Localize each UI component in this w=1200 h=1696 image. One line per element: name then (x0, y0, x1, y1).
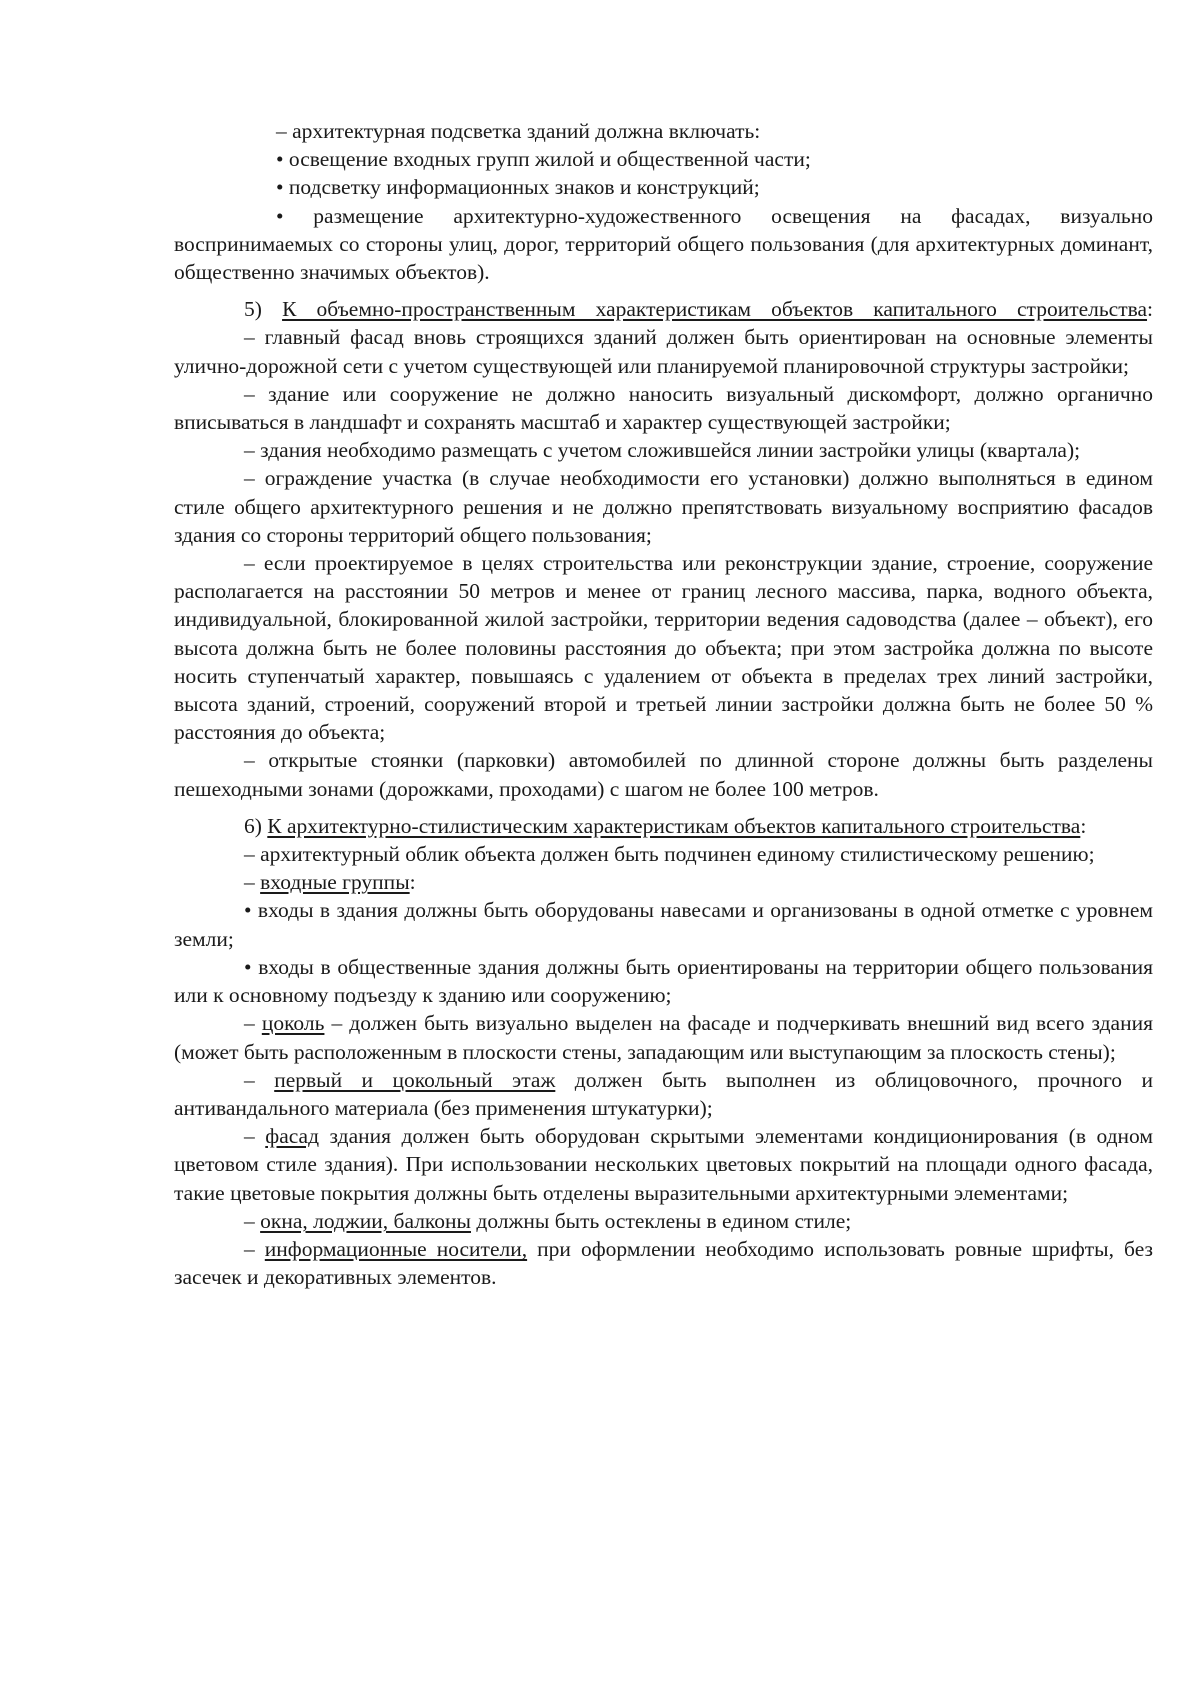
lighting-bullet-facades: • размещение архитектурно-художественного освещения на фасадах, визуально воспринимаемых со стороны улиц, дорог, территорий общего пользования (для архитектурных доминант, общественно значимых объектов). (174, 203, 1153, 285)
section-6-item-plinth (174, 1009, 1153, 1065)
section-6-colon: : (1080, 813, 1087, 838)
plinth-dash: – (244, 1011, 262, 1036)
facade-label: фасад (265, 1124, 320, 1149)
info-dash: – (244, 1236, 265, 1261)
lighting-bullet-signs: • подсветку информационных знаков и конструкций; (276, 175, 760, 200)
entrance-dash: – (244, 870, 261, 895)
entrance-colon: : (409, 870, 416, 895)
floor-label: первый и цокольный этаж (274, 1067, 556, 1092)
floor-text: должен быть выполнен из облицовочного, прочного и антивандального материала (без применения штукатурки); (174, 1067, 1154, 1120)
plinth-label: цоколь (261, 1011, 325, 1036)
section-5-item-3: – здания необходимо размещать с учетом сложившейся линии застройки улицы (квартала); (244, 438, 1081, 463)
document-page (174, 117, 1153, 1291)
lighting-heading: – архитектурная подсветка зданий должна включать: (276, 119, 761, 143)
windows-label: окна, лоджии, балконы (260, 1208, 471, 1233)
section-6-number: 6) (244, 813, 262, 838)
floor-dash: – (244, 1067, 275, 1092)
section-6-item-style: – архитектурный облик объекта должен быть подчинен единому стилистическому решению; (244, 842, 1095, 867)
info-label: информационные носители, (264, 1236, 528, 1261)
section-5-heading (174, 295, 1153, 323)
section-6-item-info (174, 1235, 1153, 1291)
section-5-colon: : (1147, 297, 1154, 322)
entrance-label: входные группы (260, 870, 410, 895)
section-6-heading (174, 812, 1153, 840)
section-5-item-6: – открытые стоянки (парковки) автомобилей по длинной стороне должны быть разделены пешеходными зонами (дорожками, проходами) с шагом не более 100 метров. (174, 748, 1153, 801)
section-6-item-floor (174, 1066, 1153, 1122)
section-6-title: К архитектурно-стилистическим характеристикам объектов капитального строительства (267, 813, 1081, 838)
entrance-bullet-2: • входы в общественные здания должны быть ориентированы на территории общего пользования или к основному подъезду к зданию или сооружению; (174, 954, 1153, 1008)
section-5-item-4: – ограждение участка (в случае необходимости его установки) должно выполняться в едином стиле общего архитектурного решения и не должно препятствовать визуальному восприятию фасадов здания со стороны территорий общего пользования; (174, 466, 1153, 547)
section-5-number: 5) (244, 297, 262, 322)
section-6-item-entrance (174, 868, 1153, 896)
section-6-item-facade (174, 1122, 1153, 1207)
windows-dash: – (244, 1208, 261, 1233)
entrance-bullet-1: • входы в здания должны быть оборудованы навесами и организованы в одной отметке с уровнем земли; (174, 898, 1153, 951)
section-5-title: К объемно-пространственным характеристикам объектов капитального строительства (282, 297, 1148, 322)
facade-dash: – (244, 1124, 266, 1149)
info-text: при оформлении необходимо использовать ровные шрифты, без засечек и декоративных элементов. (174, 1236, 1153, 1290)
lighting-bullet-entrance: • освещение входных групп жилой и общественной части; (276, 147, 811, 172)
section-5-item-2: – здание или сооружение не должно наносить визуальный дискомфорт, должно органично вписываться в ландшафт и сохранять масштаб и характер существующей застройки; (174, 381, 1153, 435)
facade-text: здания должен быть оборудован скрытыми элементами кондиционирования (в одном цветовом стиле здания). При использовании нескольких цветовых покрытий на площади одного фасада, такие цветовые покрытия должны быть отделены выразительными архитектурными элементами; (174, 1124, 1154, 1205)
section-5-item-1: – главный фасад вновь строящихся зданий должен быть ориентирован на основные элементы улично-дорожной сети с учетом существующей или планируемой планировочной структуры застройки; (174, 325, 1153, 378)
windows-text: должны быть остеклены в едином стиле; (471, 1208, 852, 1233)
section-6-item-windows (174, 1207, 1153, 1235)
section-5-item-5: – если проектируемое в целях строительства или реконструкции здание, строение, сооружение располагается на расстоянии 50 метров и менее от границ лесного массива, парка, водного объекта, индивидуальной, блокированной жилой застройки, территории ведения садоводства (далее – объект), его высота должна быть не более половины расстояния до объекта; при этом застройка должна по высоте носить ступенчатый характер, повышаясь с удалением от объекта в пределах трех линий застройки, высота зданий, строений, сооружений второй и третьей линии застройки должна быть не более 50 % расстояния до объекта; (174, 551, 1153, 745)
plinth-text: – должен быть визуально выделен на фасаде и подчеркивать внешний вид всего здания (может быть расположенным в плоскости стены, западающим или выступающим за плоскость стены); (174, 1011, 1154, 1064)
